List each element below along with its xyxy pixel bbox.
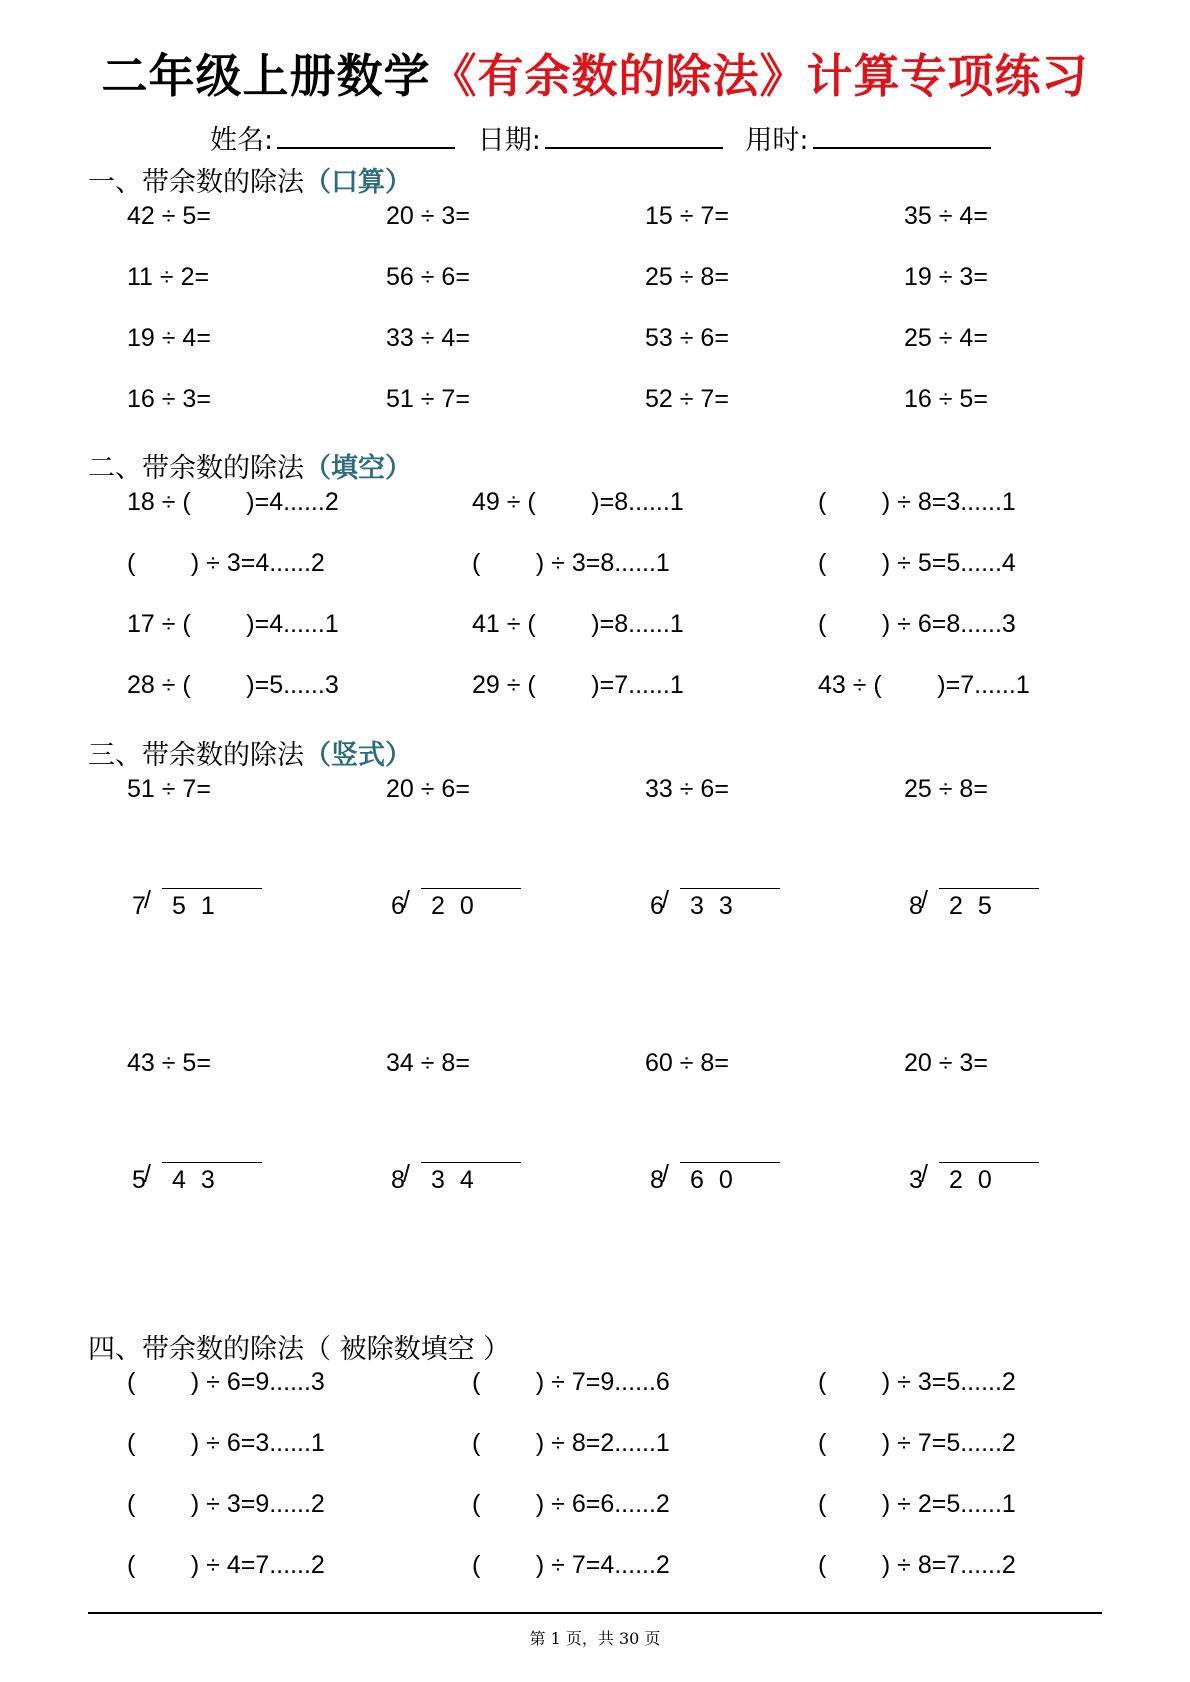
oral-problem: 51 ÷ 7= (386, 385, 470, 413)
oral-problem: 19 ÷ 3= (904, 263, 988, 291)
name-blank[interactable] (277, 123, 455, 149)
oral-problem: 35 ÷ 4= (904, 202, 988, 230)
long-division-box[interactable] (650, 1162, 780, 1202)
oral-problem: 25 ÷ 8= (645, 263, 729, 291)
oral-problem: 33 ÷ 4= (386, 324, 470, 352)
title-topic: 《有余数的除法》计算专项练习 (430, 49, 1089, 103)
section-3-heading: 三、带余数的除法（竖式） (88, 740, 412, 771)
oral-problem: 42 ÷ 5= (127, 202, 211, 230)
long-division-box[interactable] (650, 888, 780, 928)
dividend: 3 3 (690, 892, 737, 920)
fill-blank-problem: ( ) ÷ 3=8......1 (472, 549, 670, 577)
dividend-blank-problem: ( ) ÷ 2=5......1 (818, 1490, 1016, 1518)
oral-problem: 52 ÷ 7= (645, 385, 729, 413)
dividend-blank-problem: ( ) ÷ 4=7......2 (127, 1551, 325, 1579)
footer-divider (88, 1612, 1102, 1614)
division-bar (421, 1162, 521, 1163)
division-bar (162, 1162, 262, 1163)
fill-blank-problem: 43 ÷ ( )=7......1 (818, 671, 1030, 699)
divisor: 6 (391, 892, 405, 920)
division-bracket: / (662, 1160, 669, 1188)
divisor: 7 (132, 892, 146, 920)
divisor: 8 (391, 1166, 405, 1194)
dividend: 2 0 (949, 1166, 996, 1194)
divisor: 8 (909, 892, 923, 920)
dividend-blank-problem: ( ) ÷ 6=3......1 (127, 1429, 325, 1457)
oral-problem: 53 ÷ 6= (645, 324, 729, 352)
dividend: 2 5 (949, 892, 996, 920)
oral-problem: 56 ÷ 6= (386, 263, 470, 291)
dividend-blank-problem: ( ) ÷ 3=5......2 (818, 1368, 1016, 1396)
long-division-box[interactable] (391, 1162, 521, 1202)
dividend: 3 4 (431, 1166, 478, 1194)
vertical-problem: 51 ÷ 7= (127, 775, 211, 803)
divisor: 5 (132, 1166, 146, 1194)
title-main: 二年级上册数学 (101, 49, 431, 103)
dividend: 5 1 (172, 892, 219, 920)
oral-problem: 16 ÷ 3= (127, 385, 211, 413)
division-bracket: / (662, 886, 669, 914)
oral-problem: 19 ÷ 4= (127, 324, 211, 352)
division-bracket: / (403, 1160, 410, 1188)
dividend: 4 3 (172, 1166, 219, 1194)
time-blank[interactable] (813, 123, 991, 149)
vertical-problem: 20 ÷ 6= (386, 775, 470, 803)
fill-blank-problem: 17 ÷ ( )=4......1 (127, 610, 339, 638)
fill-blank-problem: ( ) ÷ 3=4......2 (127, 549, 325, 577)
long-division-box[interactable] (132, 888, 262, 928)
dividend-blank-problem: ( ) ÷ 7=9......6 (472, 1368, 670, 1396)
oral-problem: 11 ÷ 2= (127, 263, 210, 291)
dividend-blank-problem: ( ) ÷ 3=9......2 (127, 1490, 325, 1518)
division-bar (162, 888, 262, 889)
dividend-blank-problem: ( ) ÷ 6=6......2 (472, 1490, 670, 1518)
oral-problem: 15 ÷ 7= (645, 202, 729, 230)
vertical-problem: 20 ÷ 3= (904, 1049, 988, 1077)
division-bracket: / (921, 1160, 928, 1188)
divisor: 6 (650, 892, 664, 920)
division-bar (680, 888, 780, 889)
fill-blank-problem: ( ) ÷ 8=3......1 (818, 488, 1016, 516)
dividend-blank-problem: ( ) ÷ 8=2......1 (472, 1429, 670, 1457)
division-bracket: / (403, 886, 410, 914)
division-bar (939, 888, 1039, 889)
name-field[interactable]: 姓名: (210, 118, 455, 157)
division-bracket: / (144, 1160, 151, 1188)
dividend-blank-problem: ( ) ÷ 6=9......3 (127, 1368, 325, 1396)
section-2-heading: 二、带余数的除法（填空） (88, 453, 412, 484)
fill-blank-problem: 41 ÷ ( )=8......1 (472, 610, 684, 638)
dividend-blank-problem: ( ) ÷ 7=4......2 (472, 1551, 670, 1579)
divisor: 3 (909, 1166, 923, 1194)
vertical-problem: 34 ÷ 8= (386, 1049, 470, 1077)
division-bracket: / (144, 886, 151, 914)
oral-problem: 25 ÷ 4= (904, 324, 988, 352)
fill-blank-problem: 28 ÷ ( )=5......3 (127, 671, 339, 699)
division-bar (421, 888, 521, 889)
dividend: 2 0 (431, 892, 478, 920)
vertical-problem: 25 ÷ 8= (904, 775, 988, 803)
oral-problem: 16 ÷ 5= (904, 385, 988, 413)
dividend-blank-problem: ( ) ÷ 8=7......2 (818, 1551, 1016, 1579)
long-division-box[interactable] (391, 888, 521, 928)
long-division-box[interactable] (132, 1162, 262, 1202)
long-division-box[interactable] (909, 1162, 1039, 1202)
division-bar (680, 1162, 780, 1163)
student-info (210, 118, 1005, 157)
divisor: 8 (650, 1166, 664, 1194)
division-bracket: / (921, 886, 928, 914)
section-4-heading: 四、带余数的除法（ 被除数填空 ） (88, 1334, 511, 1365)
oral-problem: 20 ÷ 3= (386, 202, 470, 230)
vertical-problem: 33 ÷ 6= (645, 775, 729, 803)
time-field[interactable]: 用时: (745, 118, 990, 157)
vertical-problem: 43 ÷ 5= (127, 1049, 211, 1077)
dividend: 6 0 (690, 1166, 737, 1194)
division-bar (939, 1162, 1039, 1163)
fill-blank-problem: 18 ÷ ( )=4......2 (127, 488, 339, 516)
fill-blank-problem: 49 ÷ ( )=8......1 (472, 488, 684, 516)
date-field[interactable]: 日期: (478, 118, 723, 157)
vertical-problem: 60 ÷ 8= (645, 1049, 729, 1077)
fill-blank-problem: ( ) ÷ 6=8......3 (818, 610, 1016, 638)
fill-blank-problem: 29 ÷ ( )=7......1 (472, 671, 684, 699)
fill-blank-problem: ( ) ÷ 5=5......4 (818, 549, 1016, 577)
page-footer: 第 1 页，共 30 页 (529, 1629, 661, 1648)
dividend-blank-problem: ( ) ÷ 7=5......2 (818, 1429, 1016, 1457)
long-division-box[interactable] (909, 888, 1039, 928)
date-blank[interactable] (545, 123, 723, 149)
page-title (0, 40, 1190, 106)
section-1-heading: 一、带余数的除法（口算） (88, 167, 412, 198)
